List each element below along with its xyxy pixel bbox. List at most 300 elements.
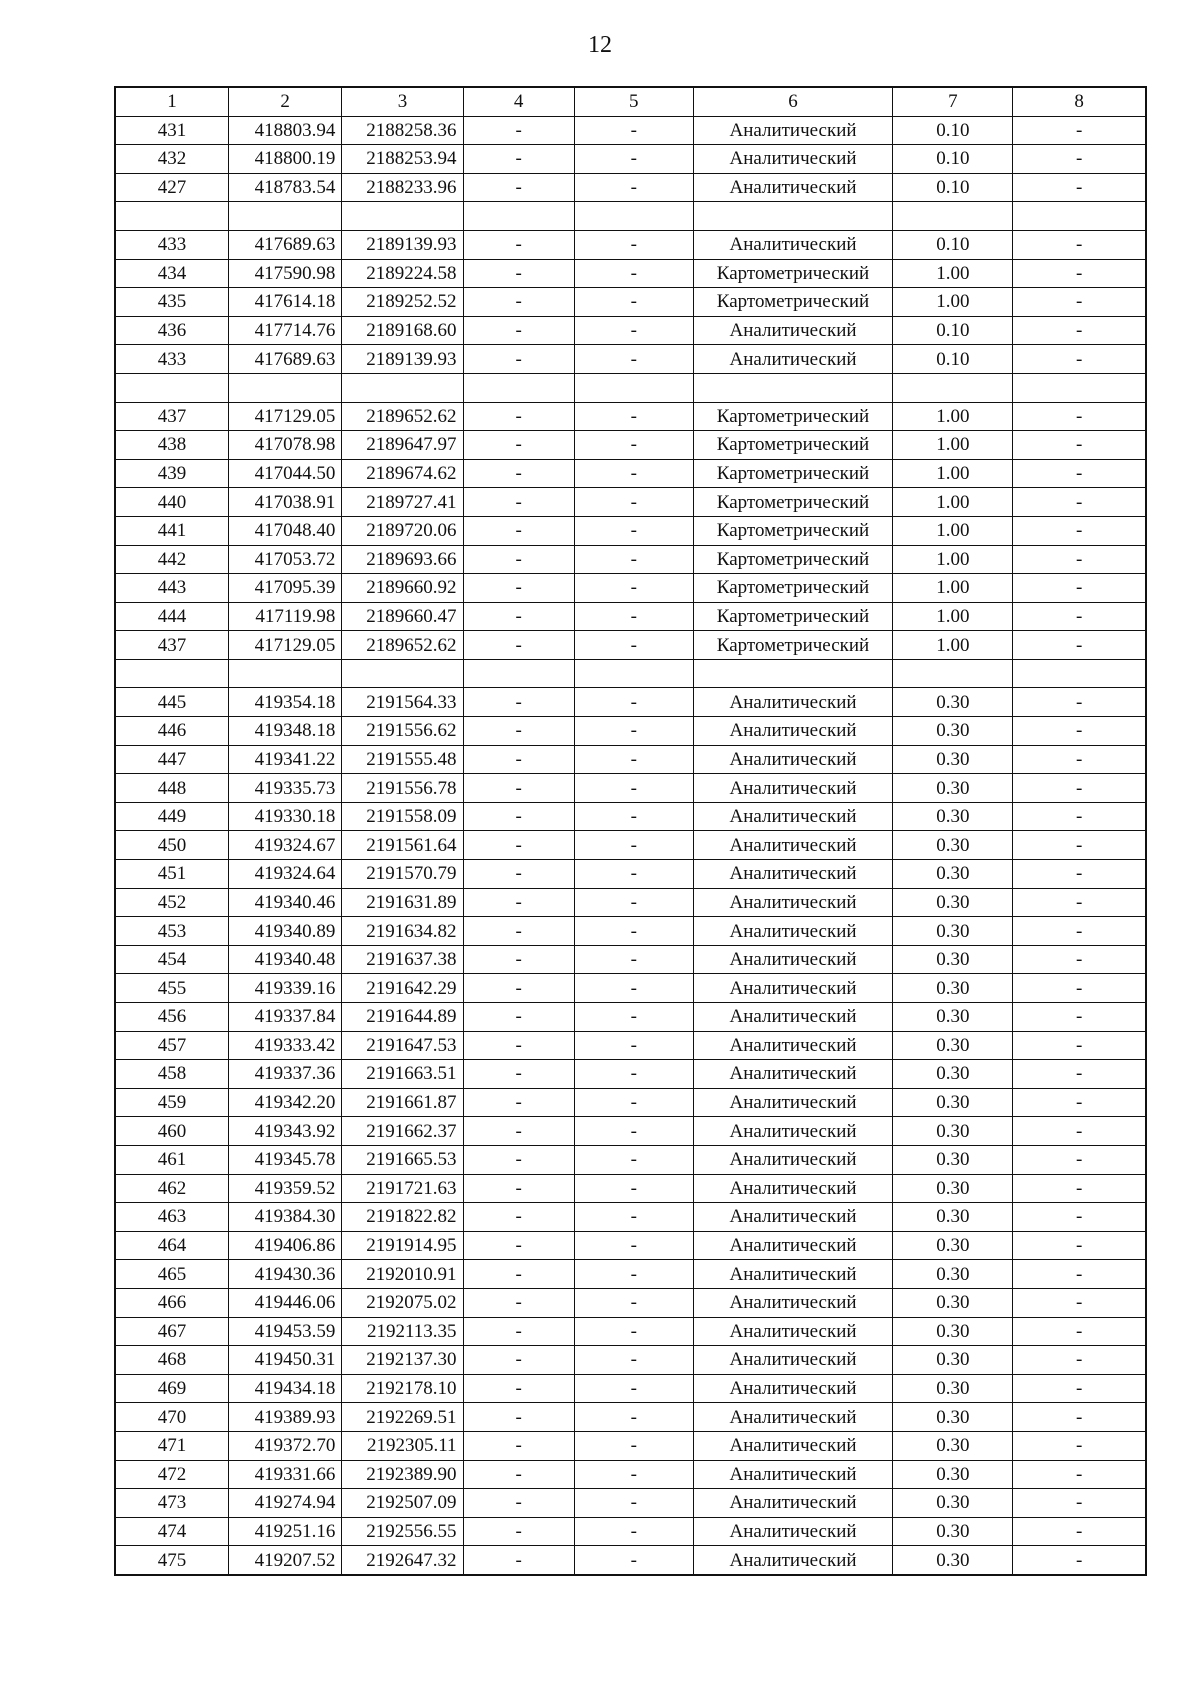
cell-col-5: - xyxy=(574,488,693,517)
cell-point-number: 462 xyxy=(115,1174,228,1203)
cell-method: Картометрический xyxy=(693,488,893,517)
table-row xyxy=(115,145,1146,174)
cell-col-8: - xyxy=(1013,1460,1146,1489)
cell-point-number: 451 xyxy=(115,860,228,889)
cell-col-5: - xyxy=(574,345,693,374)
cell-method: Аналитический xyxy=(693,860,893,889)
table-row xyxy=(115,230,1146,259)
cell-method: Картометрический xyxy=(693,516,893,545)
cell-col-8: - xyxy=(1013,1431,1146,1460)
cell-col-8: - xyxy=(1013,545,1146,574)
cell-x-coordinate: 419331.66 xyxy=(228,1460,341,1489)
cell-col-5: - xyxy=(574,431,693,460)
cell-accuracy: 0.30 xyxy=(893,717,1013,746)
cell-point-number: 437 xyxy=(115,631,228,660)
cell-accuracy: 0.10 xyxy=(893,116,1013,145)
cell-method xyxy=(693,659,893,688)
table-row xyxy=(115,831,1146,860)
table-row xyxy=(115,888,1146,917)
cell-col-8: - xyxy=(1013,831,1146,860)
cell-point-number: 434 xyxy=(115,259,228,288)
cell-point-number: 455 xyxy=(115,974,228,1003)
table-row xyxy=(115,631,1146,660)
cell-method: Аналитический xyxy=(693,1460,893,1489)
cell-y-coordinate: 2189252.52 xyxy=(342,288,463,317)
cell-col-8: - xyxy=(1013,402,1146,431)
cell-accuracy: 0.30 xyxy=(893,1003,1013,1032)
cell-x-coordinate: 419324.67 xyxy=(228,831,341,860)
cell-x-coordinate: 419453.59 xyxy=(228,1317,341,1346)
cell-x-coordinate: 419207.52 xyxy=(228,1546,341,1575)
cell-point-number: 435 xyxy=(115,288,228,317)
cell-method: Аналитический xyxy=(693,173,893,202)
cell-col-8: - xyxy=(1013,431,1146,460)
cell-point-number: 449 xyxy=(115,802,228,831)
cell-col-8: - xyxy=(1013,802,1146,831)
cell-col-4: - xyxy=(463,802,574,831)
cell-y-coordinate: 2191637.38 xyxy=(342,945,463,974)
cell-accuracy: 0.30 xyxy=(893,860,1013,889)
table-row xyxy=(115,774,1146,803)
cell-y-coordinate: 2192389.90 xyxy=(342,1460,463,1489)
cell-method: Аналитический xyxy=(693,1317,893,1346)
cell-col-4: - xyxy=(463,860,574,889)
cell-accuracy: 0.30 xyxy=(893,1517,1013,1546)
cell-y-coordinate: 2192556.55 xyxy=(342,1517,463,1546)
cell-col-8: - xyxy=(1013,459,1146,488)
cell-point-number: 438 xyxy=(115,431,228,460)
cell-y-coordinate: 2191555.48 xyxy=(342,745,463,774)
cell-method: Картометрический xyxy=(693,402,893,431)
cell-y-coordinate: 2191570.79 xyxy=(342,860,463,889)
cell-point-number: 448 xyxy=(115,774,228,803)
cell-col-5: - xyxy=(574,802,693,831)
cell-method: Аналитический xyxy=(693,688,893,717)
cell-x-coordinate: 417119.98 xyxy=(228,602,341,631)
cell-x-coordinate: 417095.39 xyxy=(228,574,341,603)
cell-method: Аналитический xyxy=(693,1203,893,1232)
cell-method: Аналитический xyxy=(693,917,893,946)
cell-point-number: 473 xyxy=(115,1489,228,1518)
cell-col-5: - xyxy=(574,1260,693,1289)
table-row xyxy=(115,602,1146,631)
cell-y-coordinate: 2191556.62 xyxy=(342,717,463,746)
cell-col-4: - xyxy=(463,1317,574,1346)
cell-col-5: - xyxy=(574,1174,693,1203)
cell-y-coordinate: 2189224.58 xyxy=(342,259,463,288)
table-row xyxy=(115,1203,1146,1232)
cell-col-4: - xyxy=(463,1517,574,1546)
cell-col-5: - xyxy=(574,1060,693,1089)
cell-col-4: - xyxy=(463,1231,574,1260)
cell-col-4: - xyxy=(463,288,574,317)
cell-col-4: - xyxy=(463,259,574,288)
cell-accuracy: 0.30 xyxy=(893,1260,1013,1289)
cell-x-coordinate: 419337.84 xyxy=(228,1003,341,1032)
cell-accuracy: 0.30 xyxy=(893,1031,1013,1060)
table-row xyxy=(115,1060,1146,1089)
cell-x-coordinate: 419348.18 xyxy=(228,717,341,746)
cell-col-8 xyxy=(1013,202,1146,231)
cell-point-number: 474 xyxy=(115,1517,228,1546)
cell-y-coordinate: 2188233.96 xyxy=(342,173,463,202)
cell-y-coordinate: 2189139.93 xyxy=(342,230,463,259)
cell-y-coordinate: 2192178.10 xyxy=(342,1374,463,1403)
cell-accuracy: 0.30 xyxy=(893,1117,1013,1146)
cell-col-4 xyxy=(463,659,574,688)
cell-method: Аналитический xyxy=(693,745,893,774)
table-row xyxy=(115,688,1146,717)
cell-col-5: - xyxy=(574,173,693,202)
cell-col-4: - xyxy=(463,1031,574,1060)
cell-point-number: 460 xyxy=(115,1117,228,1146)
cell-method: Аналитический xyxy=(693,1088,893,1117)
cell-point-number: 467 xyxy=(115,1317,228,1346)
coordinates-table xyxy=(114,86,1147,1576)
cell-col-5: - xyxy=(574,1203,693,1232)
cell-accuracy: 0.30 xyxy=(893,774,1013,803)
cell-x-coordinate: 418800.19 xyxy=(228,145,341,174)
cell-col-4: - xyxy=(463,1003,574,1032)
table-row xyxy=(115,1145,1146,1174)
cell-point-number: 452 xyxy=(115,888,228,917)
cell-method: Картометрический xyxy=(693,431,893,460)
cell-col-5: - xyxy=(574,1117,693,1146)
cell-accuracy: 1.00 xyxy=(893,288,1013,317)
cell-accuracy: 0.30 xyxy=(893,917,1013,946)
cell-accuracy: 1.00 xyxy=(893,516,1013,545)
cell-x-coordinate: 418783.54 xyxy=(228,173,341,202)
cell-col-4: - xyxy=(463,888,574,917)
cell-y-coordinate: 2192305.11 xyxy=(342,1431,463,1460)
cell-accuracy: 1.00 xyxy=(893,574,1013,603)
cell-x-coordinate: 419389.93 xyxy=(228,1403,341,1432)
cell-col-4: - xyxy=(463,574,574,603)
cell-y-coordinate: 2192075.02 xyxy=(342,1288,463,1317)
cell-col-5: - xyxy=(574,774,693,803)
cell-x-coordinate: 419406.86 xyxy=(228,1231,341,1260)
cell-accuracy: 1.00 xyxy=(893,402,1013,431)
cell-col-4: - xyxy=(463,831,574,860)
cell-accuracy: 1.00 xyxy=(893,602,1013,631)
cell-col-8: - xyxy=(1013,116,1146,145)
cell-accuracy: 0.30 xyxy=(893,1231,1013,1260)
table-row xyxy=(115,402,1146,431)
cell-x-coordinate: 419384.30 xyxy=(228,1203,341,1232)
cell-col-8: - xyxy=(1013,1117,1146,1146)
cell-accuracy xyxy=(893,373,1013,402)
cell-y-coordinate: 2191631.89 xyxy=(342,888,463,917)
cell-x-coordinate: 419274.94 xyxy=(228,1489,341,1518)
cell-method: Картометрический xyxy=(693,545,893,574)
table-row xyxy=(115,1431,1146,1460)
cell-col-4: - xyxy=(463,402,574,431)
cell-accuracy: 0.30 xyxy=(893,1288,1013,1317)
cell-y-coordinate: 2189647.97 xyxy=(342,431,463,460)
cell-method: Аналитический xyxy=(693,945,893,974)
cell-col-4: - xyxy=(463,917,574,946)
cell-y-coordinate: 2192507.09 xyxy=(342,1489,463,1518)
cell-x-coordinate: 419354.18 xyxy=(228,688,341,717)
table-row xyxy=(115,1088,1146,1117)
cell-x-coordinate: 419333.42 xyxy=(228,1031,341,1060)
cell-method: Аналитический xyxy=(693,345,893,374)
cell-col-5: - xyxy=(574,1003,693,1032)
cell-x-coordinate: 419343.92 xyxy=(228,1117,341,1146)
table-row xyxy=(115,1460,1146,1489)
cell-x-coordinate: 417689.63 xyxy=(228,345,341,374)
cell-col-4: - xyxy=(463,1374,574,1403)
cell-col-8: - xyxy=(1013,1031,1146,1060)
cell-method: Аналитический xyxy=(693,1117,893,1146)
cell-col-4: - xyxy=(463,345,574,374)
table-body xyxy=(115,116,1146,1575)
cell-x-coordinate: 419339.16 xyxy=(228,974,341,1003)
cell-method: Картометрический xyxy=(693,602,893,631)
cell-col-5 xyxy=(574,659,693,688)
cell-col-5: - xyxy=(574,945,693,974)
column-header-6: 6 xyxy=(693,87,893,116)
cell-col-8: - xyxy=(1013,574,1146,603)
cell-y-coordinate: 2189727.41 xyxy=(342,488,463,517)
table-header-row xyxy=(115,87,1146,116)
cell-point-number: 439 xyxy=(115,459,228,488)
cell-point-number: 471 xyxy=(115,1431,228,1460)
cell-col-8: - xyxy=(1013,259,1146,288)
cell-col-4: - xyxy=(463,1088,574,1117)
cell-point-number: 461 xyxy=(115,1145,228,1174)
cell-method: Аналитический xyxy=(693,802,893,831)
cell-accuracy: 1.00 xyxy=(893,545,1013,574)
cell-col-5: - xyxy=(574,602,693,631)
cell-accuracy xyxy=(893,659,1013,688)
cell-x-coordinate: 419372.70 xyxy=(228,1431,341,1460)
cell-x-coordinate: 417590.98 xyxy=(228,259,341,288)
cell-y-coordinate: 2191642.29 xyxy=(342,974,463,1003)
cell-point-number: 433 xyxy=(115,230,228,259)
cell-col-8: - xyxy=(1013,1174,1146,1203)
cell-x-coordinate: 419434.18 xyxy=(228,1374,341,1403)
cell-point-number: 445 xyxy=(115,688,228,717)
column-header-2: 2 xyxy=(228,87,341,116)
cell-x-coordinate: 419359.52 xyxy=(228,1174,341,1203)
cell-y-coordinate: 2191662.37 xyxy=(342,1117,463,1146)
cell-method: Картометрический xyxy=(693,288,893,317)
cell-col-4: - xyxy=(463,1174,574,1203)
cell-accuracy: 0.10 xyxy=(893,173,1013,202)
cell-y-coordinate: 2188258.36 xyxy=(342,116,463,145)
cell-point-number: 442 xyxy=(115,545,228,574)
cell-col-5: - xyxy=(574,717,693,746)
cell-col-8: - xyxy=(1013,1231,1146,1260)
cell-col-8: - xyxy=(1013,1374,1146,1403)
table-row-separator xyxy=(115,659,1146,688)
cell-col-4: - xyxy=(463,1546,574,1575)
cell-accuracy: 0.10 xyxy=(893,145,1013,174)
cell-col-5: - xyxy=(574,545,693,574)
cell-col-5: - xyxy=(574,1489,693,1518)
table-row xyxy=(115,488,1146,517)
cell-method: Аналитический xyxy=(693,116,893,145)
cell-col-5: - xyxy=(574,1288,693,1317)
cell-col-5: - xyxy=(574,288,693,317)
cell-col-8: - xyxy=(1013,316,1146,345)
cell-accuracy: 0.30 xyxy=(893,888,1013,917)
cell-y-coordinate: 2191721.63 xyxy=(342,1174,463,1203)
cell-col-5: - xyxy=(574,230,693,259)
cell-point-number: 475 xyxy=(115,1546,228,1575)
cell-x-coordinate: 419342.20 xyxy=(228,1088,341,1117)
cell-col-5: - xyxy=(574,1088,693,1117)
cell-x-coordinate: 419324.64 xyxy=(228,860,341,889)
cell-point-number: 466 xyxy=(115,1288,228,1317)
table-row xyxy=(115,259,1146,288)
cell-col-4: - xyxy=(463,1431,574,1460)
cell-point-number: 464 xyxy=(115,1231,228,1260)
cell-col-5: - xyxy=(574,631,693,660)
cell-point-number: 454 xyxy=(115,945,228,974)
cell-col-4: - xyxy=(463,1288,574,1317)
cell-x-coordinate: 417129.05 xyxy=(228,631,341,660)
cell-x-coordinate xyxy=(228,373,341,402)
cell-col-4: - xyxy=(463,431,574,460)
cell-x-coordinate: 417048.40 xyxy=(228,516,341,545)
cell-col-8: - xyxy=(1013,516,1146,545)
cell-col-4: - xyxy=(463,1346,574,1375)
table-row xyxy=(115,1031,1146,1060)
cell-x-coordinate: 419341.22 xyxy=(228,745,341,774)
cell-col-8: - xyxy=(1013,1546,1146,1575)
cell-y-coordinate: 2191644.89 xyxy=(342,1003,463,1032)
table-row xyxy=(115,288,1146,317)
cell-col-5: - xyxy=(574,860,693,889)
cell-y-coordinate: 2189139.93 xyxy=(342,345,463,374)
table-row xyxy=(115,1517,1146,1546)
cell-col-4: - xyxy=(463,459,574,488)
cell-method: Аналитический xyxy=(693,1431,893,1460)
cell-accuracy: 0.30 xyxy=(893,1489,1013,1518)
cell-col-5: - xyxy=(574,116,693,145)
cell-col-8: - xyxy=(1013,1260,1146,1289)
cell-accuracy: 0.30 xyxy=(893,831,1013,860)
cell-method: Аналитический xyxy=(693,1403,893,1432)
table-row xyxy=(115,545,1146,574)
cell-y-coordinate: 2189660.92 xyxy=(342,574,463,603)
cell-x-coordinate: 419337.36 xyxy=(228,1060,341,1089)
cell-method: Аналитический xyxy=(693,1260,893,1289)
cell-x-coordinate: 419335.73 xyxy=(228,774,341,803)
cell-col-4: - xyxy=(463,1145,574,1174)
cell-y-coordinate xyxy=(342,373,463,402)
table-row xyxy=(115,1231,1146,1260)
cell-method: Аналитический xyxy=(693,1231,893,1260)
cell-y-coordinate: 2191663.51 xyxy=(342,1060,463,1089)
cell-accuracy: 0.30 xyxy=(893,974,1013,1003)
cell-col-5: - xyxy=(574,688,693,717)
cell-point-number: 431 xyxy=(115,116,228,145)
cell-col-5: - xyxy=(574,316,693,345)
cell-accuracy: 0.30 xyxy=(893,945,1013,974)
cell-x-coordinate: 417078.98 xyxy=(228,431,341,460)
column-header-3: 3 xyxy=(342,87,463,116)
cell-y-coordinate: 2191556.78 xyxy=(342,774,463,803)
cell-y-coordinate: 2192010.91 xyxy=(342,1260,463,1289)
cell-accuracy: 1.00 xyxy=(893,631,1013,660)
cell-y-coordinate: 2191647.53 xyxy=(342,1031,463,1060)
cell-point-number: 440 xyxy=(115,488,228,517)
cell-col-5: - xyxy=(574,259,693,288)
column-header-7: 7 xyxy=(893,87,1013,116)
cell-col-5: - xyxy=(574,1517,693,1546)
cell-accuracy: 0.30 xyxy=(893,802,1013,831)
cell-x-coordinate: 419340.48 xyxy=(228,945,341,974)
cell-point-number: 459 xyxy=(115,1088,228,1117)
cell-y-coordinate: 2191634.82 xyxy=(342,917,463,946)
cell-method: Аналитический xyxy=(693,774,893,803)
cell-method: Аналитический xyxy=(693,1003,893,1032)
cell-y-coordinate: 2189660.47 xyxy=(342,602,463,631)
cell-y-coordinate: 2191661.87 xyxy=(342,1088,463,1117)
column-header-4: 4 xyxy=(463,87,574,116)
cell-col-5: - xyxy=(574,1031,693,1060)
cell-accuracy: 0.30 xyxy=(893,1145,1013,1174)
cell-col-4: - xyxy=(463,1117,574,1146)
cell-accuracy: 0.30 xyxy=(893,1374,1013,1403)
cell-accuracy: 0.30 xyxy=(893,1317,1013,1346)
cell-x-coordinate: 417714.76 xyxy=(228,316,341,345)
table-row xyxy=(115,1317,1146,1346)
cell-y-coordinate: 2189674.62 xyxy=(342,459,463,488)
cell-col-5: - xyxy=(574,145,693,174)
table-row xyxy=(115,1260,1146,1289)
cell-method: Аналитический xyxy=(693,230,893,259)
cell-point-number: 447 xyxy=(115,745,228,774)
cell-col-4: - xyxy=(463,631,574,660)
cell-col-4: - xyxy=(463,545,574,574)
cell-method: Аналитический xyxy=(693,316,893,345)
cell-accuracy: 1.00 xyxy=(893,459,1013,488)
table-row xyxy=(115,1546,1146,1575)
cell-method: Аналитический xyxy=(693,888,893,917)
cell-method xyxy=(693,202,893,231)
cell-accuracy: 0.30 xyxy=(893,1088,1013,1117)
cell-x-coordinate: 417053.72 xyxy=(228,545,341,574)
cell-col-5: - xyxy=(574,745,693,774)
cell-accuracy xyxy=(893,202,1013,231)
cell-col-8: - xyxy=(1013,1288,1146,1317)
cell-col-5: - xyxy=(574,459,693,488)
cell-accuracy: 0.30 xyxy=(893,1203,1013,1232)
cell-col-8: - xyxy=(1013,602,1146,631)
cell-point-number: 457 xyxy=(115,1031,228,1060)
cell-point-number: 441 xyxy=(115,516,228,545)
cell-point-number: 472 xyxy=(115,1460,228,1489)
cell-point-number: 470 xyxy=(115,1403,228,1432)
cell-method: Аналитический xyxy=(693,1288,893,1317)
table-row xyxy=(115,1489,1146,1518)
cell-col-5: - xyxy=(574,1403,693,1432)
cell-col-8: - xyxy=(1013,1517,1146,1546)
cell-col-4: - xyxy=(463,717,574,746)
cell-y-coordinate: 2192647.32 xyxy=(342,1546,463,1575)
cell-point-number: 456 xyxy=(115,1003,228,1032)
table-row xyxy=(115,745,1146,774)
cell-col-4: - xyxy=(463,1403,574,1432)
cell-accuracy: 0.30 xyxy=(893,1460,1013,1489)
cell-col-8: - xyxy=(1013,1346,1146,1375)
cell-x-coordinate: 419340.46 xyxy=(228,888,341,917)
table-row xyxy=(115,1117,1146,1146)
